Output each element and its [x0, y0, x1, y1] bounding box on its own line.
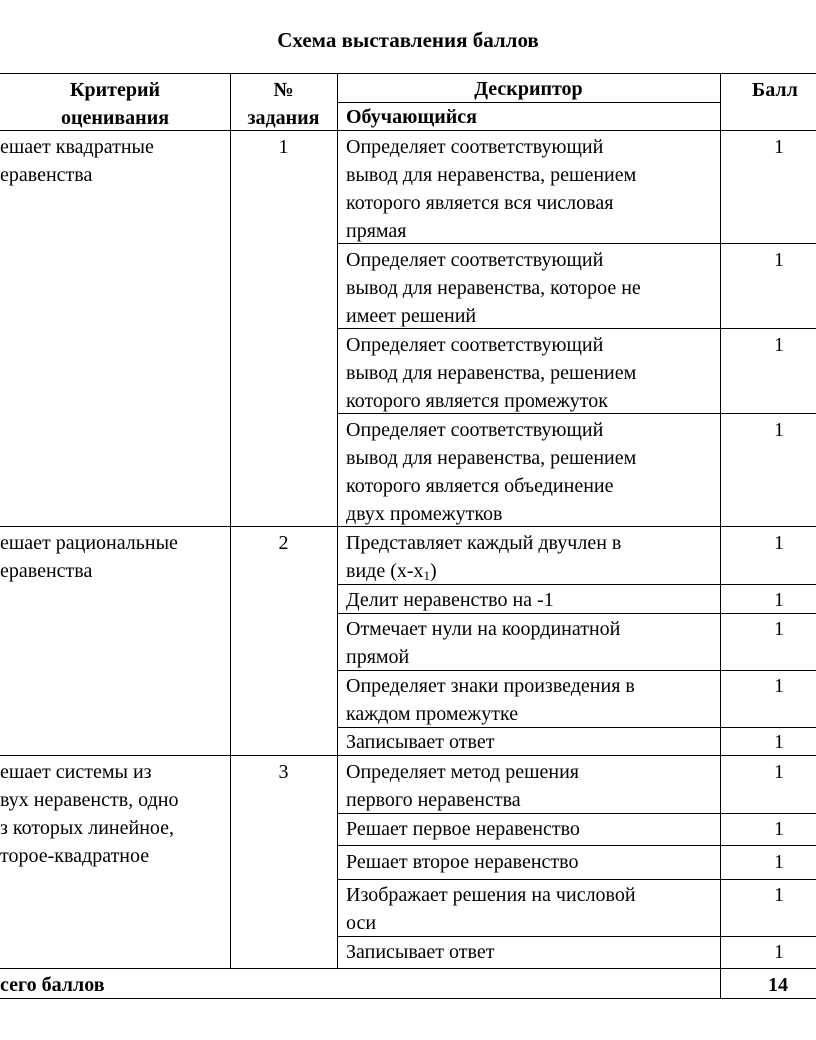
score-cell: 1 — [774, 731, 784, 753]
task-number-cell: 2 — [278, 532, 289, 554]
descriptor-cell: Определяет соответствующий вывод для неравенства, решением которого является промежуток — [346, 334, 637, 412]
task-number-cell: 3 — [278, 761, 289, 783]
header-student: Обучающийся — [346, 106, 477, 128]
header-score: Балл — [752, 79, 798, 101]
score-cell: 1 — [774, 136, 784, 158]
table-border — [337, 879, 816, 880]
descriptor-cell: Определяет метод решения первого неравенства — [346, 761, 579, 811]
score-cell: 1 — [774, 884, 784, 906]
page-title: Схема выставления баллов — [277, 28, 539, 52]
descriptor-cell: Отмечает нули на координатной прямой — [346, 618, 621, 668]
score-cell: 1 — [774, 334, 784, 356]
score-cell: 1 — [774, 532, 784, 554]
criterion-cell: ешает квадратные еравенства — [0, 136, 154, 186]
total-label: сего баллов — [0, 974, 105, 996]
score-cell: 1 — [774, 941, 784, 963]
descriptor-cell: Решает второе неравенство — [346, 851, 579, 873]
header-criterion: Критерий оценивания — [60, 79, 170, 129]
descriptor-cell: Делит неравенство на -1 — [346, 589, 554, 611]
total-value: 14 — [768, 974, 788, 996]
task-number-cell: 1 — [278, 136, 289, 158]
criterion-cell: ешает системы из вух неравенств, одно з которых линейное, торое-квадратное — [0, 761, 179, 867]
table-border — [0, 998, 816, 999]
table-border — [337, 73, 338, 969]
score-cell: 1 — [774, 851, 784, 873]
table-border — [337, 845, 816, 846]
score-cell: 1 — [774, 675, 784, 697]
table-border — [720, 73, 721, 999]
descriptor-cell: Представляет каждый двучлен в виде $(х-х_1)$ — [346, 532, 622, 583]
header-task-number: № задания — [247, 79, 320, 129]
header-descriptor: Дескриптор — [474, 78, 583, 100]
descriptor-cell: Изображает решения на числовой оси — [346, 884, 636, 934]
score-cell: 1 — [774, 589, 784, 611]
descriptor-cell: Определяет соответствующий вывод для неравенства, решением которого является объединение двух промежутков — [346, 419, 637, 525]
score-cell: 1 — [774, 761, 784, 783]
score-cell: 1 — [774, 419, 784, 441]
score-cell: 1 — [774, 818, 784, 840]
descriptor-cell: Определяет знаки произведения в каждом промежутке — [346, 675, 635, 725]
table-border — [0, 73, 816, 74]
descriptor-cell: Определяет соответствующий вывод для неравенства, решением которого является вся числовая прямая — [346, 136, 637, 242]
table-border — [230, 73, 231, 969]
score-cell: 1 — [774, 618, 784, 640]
table-border — [0, 968, 816, 969]
criterion-cell: ешает рациональные еравенства — [0, 532, 178, 582]
score-cell: 1 — [774, 249, 784, 271]
descriptor-cell: Решает первое неравенство — [346, 818, 580, 840]
descriptor-cell: Записывает ответ — [346, 731, 495, 753]
descriptor-cell: Записывает ответ — [346, 941, 495, 963]
descriptor-cell: Определяет соответствующий вывод для неравенства, которое не имеет решений — [346, 249, 641, 327]
